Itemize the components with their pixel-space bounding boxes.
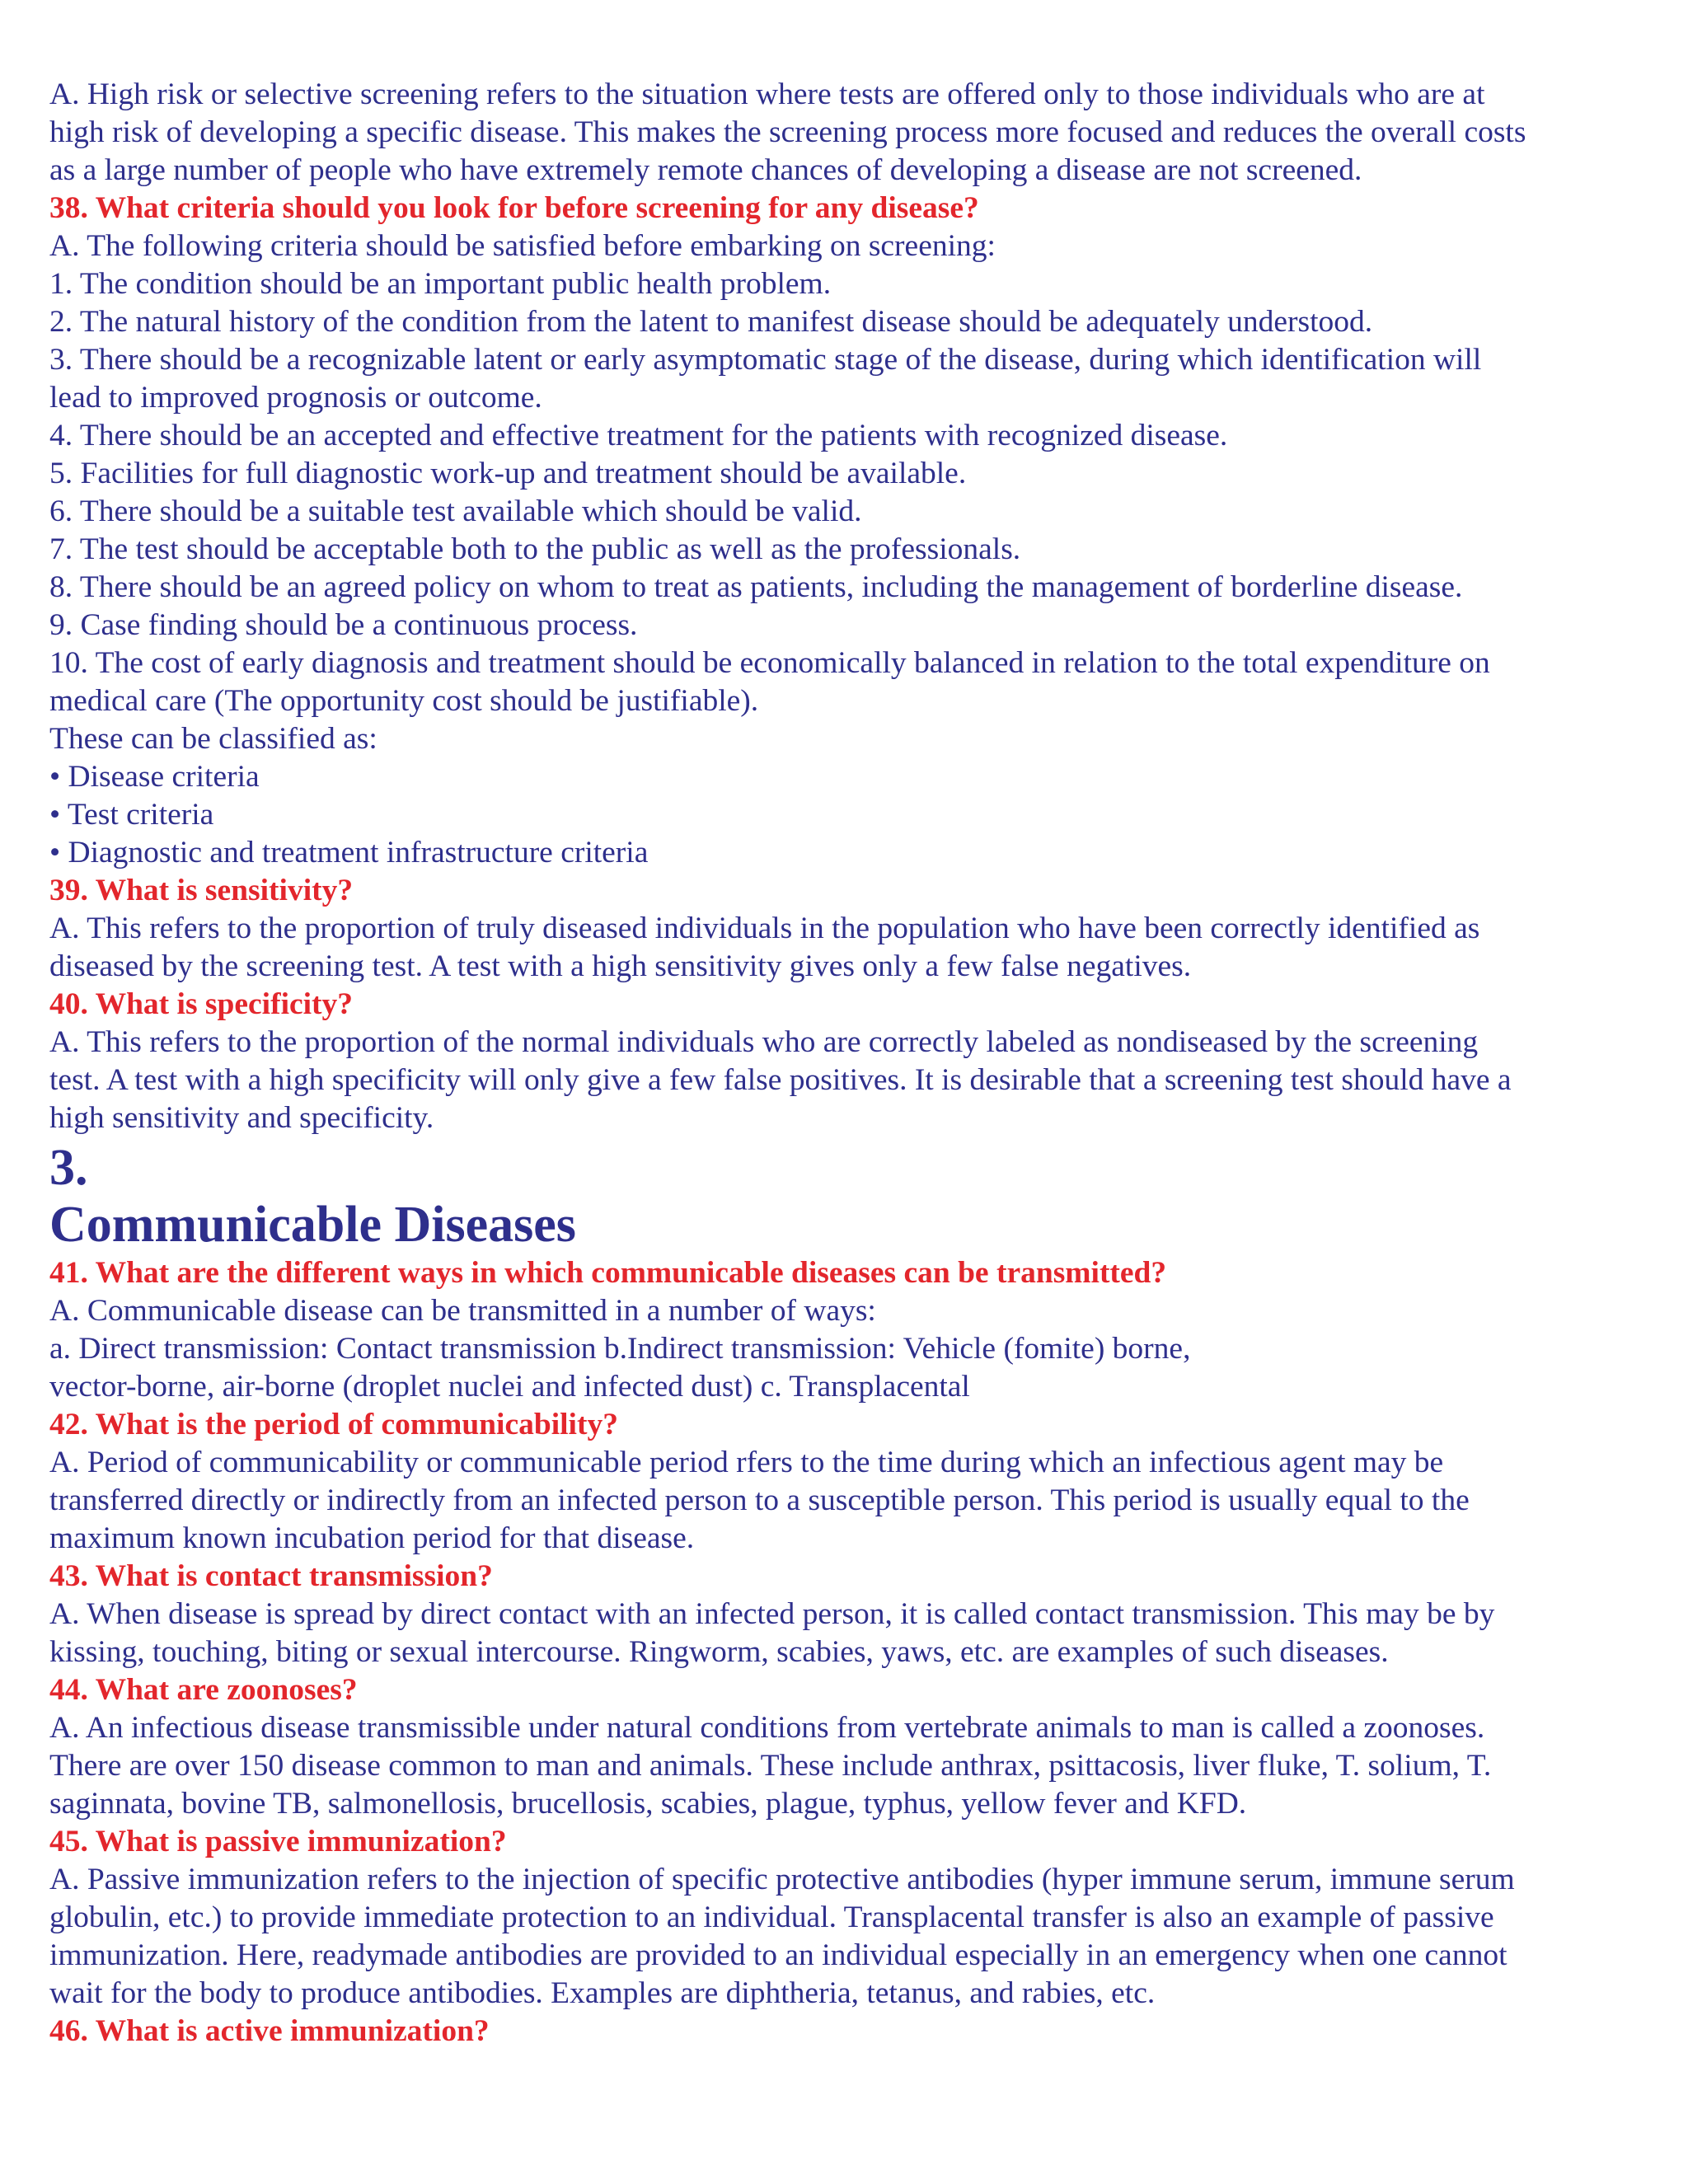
body-text-line: globulin, etc.) to provide immediate protection to an individual. Transplacental transfer is also an example of passive [49,1900,1494,1934]
body-text-line: 6. There should be a suitable test available which should be valid. [49,494,862,528]
body-text-line: A. An infectious disease transmissible under natural conditions from vertebrate animals to man is called a zoonoses. [49,1711,1485,1745]
body-text-line: • Diagnostic and treatment infrastructure criteria [49,836,649,869]
question-heading: 39. What is sensitivity? [49,874,354,907]
body-text-line: • Test criteria [49,798,214,832]
question-heading: 45. What is passive immunization? [49,1825,507,1858]
body-text-line: 3. There should be a recognizable latent or early asymptomatic stage of the disease, during which identification will [49,343,1482,377]
body-text-line: high risk of developing a specific disease. This makes the screening process more focused and reduces the overall costs [49,115,1526,149]
body-text-line: 10. The cost of early diagnosis and treatment should be economically balanced in relation to the total expenditure on [49,646,1490,680]
body-text-line: high sensitivity and specificity. [49,1101,434,1135]
body-text-line: There are over 150 disease common to man and animals. These include anthrax, psittacosis, liver fluke, T. solium, T. [49,1749,1492,1783]
question-heading: 43. What is contact transmission? [49,1559,493,1593]
body-text-line: lead to improved prognosis or outcome. [49,381,542,415]
body-text-line: A. This refers to the proportion of truly diseased individuals in the population who have been correctly identified as [49,912,1480,945]
body-text-line: • Disease criteria [49,760,260,794]
question-heading: 44. What are zoonoses? [49,1673,358,1707]
body-text-line: immunization. Here, readymade antibodies are provided to an individual especially in an emergency when one cannot [49,1938,1507,1972]
body-text-line: 1. The condition should be an important public health problem. [49,267,832,301]
body-text-line: vector-borne, air-borne (droplet nuclei and infected dust) c. Transplacental [49,1370,970,1404]
body-text-line: A. High risk or selective screening refers to the situation where tests are offered only to those individuals who are at [49,77,1485,111]
body-text-line: A. Communicable disease can be transmitted in a number of ways: [49,1294,876,1328]
document-page [49,76,1657,2050]
body-text-line: A. This refers to the proportion of the normal individuals who are correctly labeled as nondiseased by the screening [49,1025,1479,1059]
body-text-line: as a large number of people who have extremely remote chances of developing a disease are not screened. [49,153,1362,187]
body-text-line: transferred directly or indirectly from an infected person to a susceptible person. This period is usually equal to the [49,1483,1470,1517]
body-text-line: A. Period of communicability or communicable period rfers to the time during which an infectious agent may be [49,1446,1444,1479]
body-text-line: 4. There should be an accepted and effective treatment for the patients with recognized disease. [49,419,1228,452]
body-text-line: diseased by the screening test. A test with a high sensitivity gives only a few false negatives. [49,949,1192,983]
body-text-line: 9. Case finding should be a continuous process. [49,608,638,642]
question-heading: 38. What criteria should you look for before screening for any disease? [49,191,979,225]
body-text-line: test. A test with a high specificity will only give a few false positives. It is desirable that a screening test should have a [49,1063,1512,1097]
body-text-line: 2. The natural history of the condition from the latent to manifest disease should be adequately understood. [49,305,1373,339]
body-text-line: maximum known incubation period for that disease. [49,1521,695,1555]
body-text-line: A. When disease is spread by direct contact with an infected person, it is called contact transmission. This may be by [49,1597,1495,1631]
body-text-line: These can be classified as: [49,722,377,756]
body-text-line: saginnata, bovine TB, salmonellosis, brucellosis, scabies, plague, typhus, yellow fever and KFD. [49,1787,1247,1821]
question-heading: 41. What are the different ways in which communicable diseases can be transmitted? [49,1256,1167,1290]
body-text-line: medical care (The opportunity cost should be justifiable). [49,684,759,718]
body-text-line: 7. The test should be acceptable both to the public as well as the professionals. [49,532,1021,566]
body-text-line: A. Passive immunization refers to the injection of specific protective antibodies (hyper immune serum, immune serum [49,1863,1515,1896]
question-heading: 42. What is the period of communicability? [49,1408,618,1441]
question-heading: 46. What is active immunization? [49,2014,490,2048]
question-heading: 40. What is specificity? [49,987,354,1021]
body-text-line: a. Direct transmission: Contact transmission b.Indirect transmission: Vehicle (fomite) borne, [49,1332,1191,1366]
chapter-number: 3. [49,1140,88,1196]
chapter-title: Communicable Diseases [49,1197,576,1253]
body-text-line: 8. There should be an agreed policy on whom to treat as patients, including the management of borderline disease. [49,570,1463,604]
body-text-line: kissing, touching, biting or sexual intercourse. Ringworm, scabies, yaws, etc. are examples of such diseases. [49,1635,1389,1669]
body-text-line: wait for the body to produce antibodies. Examples are diphtheria, tetanus, and rabies, etc. [49,1976,1156,2010]
body-text-line: A. The following criteria should be satisfied before embarking on screening: [49,229,996,263]
body-text-line: 5. Facilities for full diagnostic work-up and treatment should be available. [49,457,967,490]
